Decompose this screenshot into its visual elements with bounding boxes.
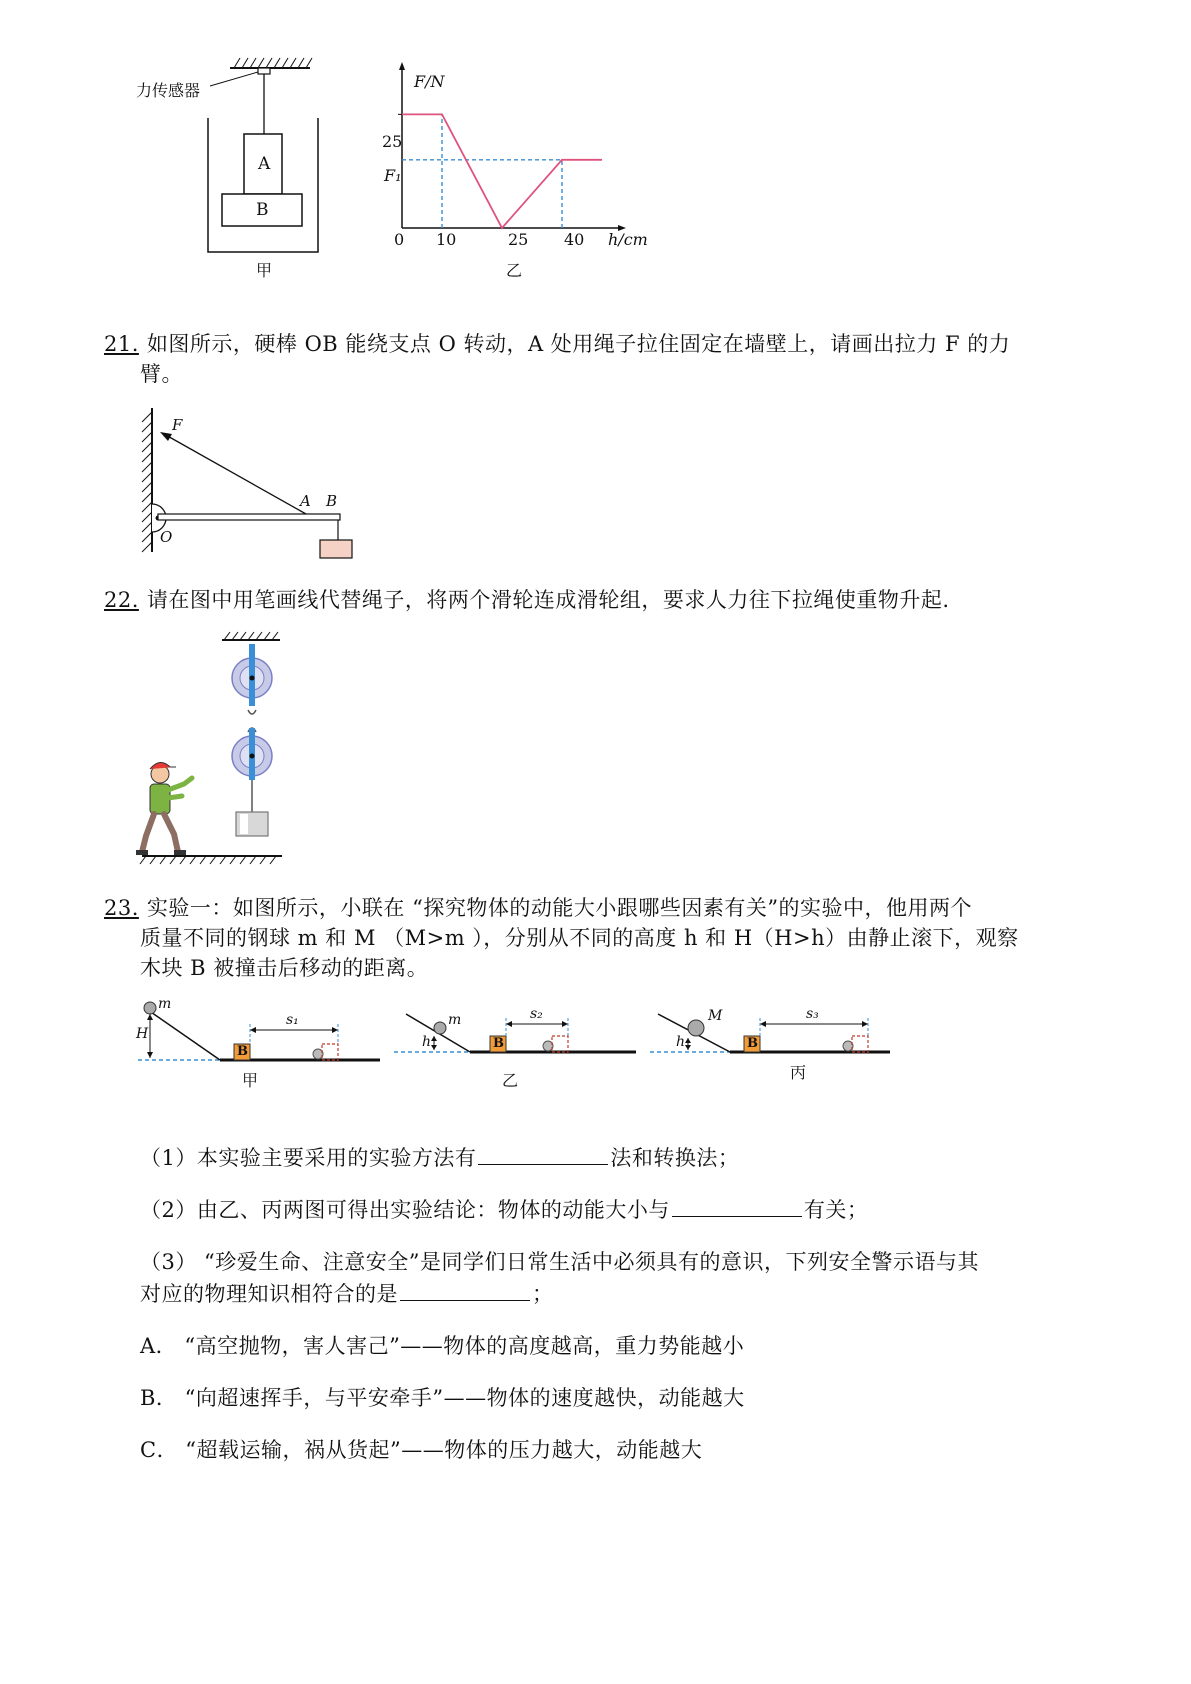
q23-sub3-text-b: ； (532, 1282, 554, 1306)
q23-sub2-text-b: 有关； (803, 1198, 869, 1222)
ramp-jia-height-label: H (136, 1026, 149, 1042)
pulley-figure (130, 628, 300, 868)
q23-line3: 木块 B 被撞击后移动的距离。 (140, 956, 429, 980)
chart-x-unit: h/cm (608, 230, 648, 249)
q23-sub3-line2 (140, 1278, 554, 1310)
ramp-bing-distance-label: s₃ (806, 1006, 819, 1022)
caption-yi: 乙 (506, 261, 523, 280)
lever-label-b: B (326, 492, 338, 510)
pulley-drawing (130, 628, 300, 868)
q23-number: 23. (104, 896, 139, 920)
q23-option-b[interactable]: B． “向超速挥手，与平安牵手”——物体的速度越快，动能越大 (140, 1386, 745, 1410)
chart-y-tick-f1: F₁ (384, 166, 402, 185)
lever-figure (130, 402, 370, 572)
q21-number: 21. (104, 332, 139, 356)
lever-label-f: F (172, 416, 183, 434)
chart-y-tick-25: 25 (382, 132, 403, 151)
ramp-jia-distance-label: s₁ (286, 1012, 299, 1028)
ramp-yi-distance-label: s₂ (530, 1006, 543, 1022)
q23-sub2 (140, 1194, 868, 1226)
q23-sub2-text-a: （2）由乙、丙两图可得出实验结论：物体的动能大小与 (140, 1198, 670, 1222)
ramp-jia-ball-label: m (158, 996, 172, 1012)
ramp-yi-block-label: B (493, 1036, 504, 1051)
ramp-experiment-figure (130, 996, 900, 1096)
q23-sub1 (140, 1142, 739, 1174)
chart-x-tick-0: 0 (394, 230, 405, 249)
chart-x-tick-25: 25 (508, 230, 529, 249)
q21-text-1: 如图所示，硬棒 OB 能绕支点 O 转动，A 处用绳子拉住固定在墙壁上，请画出拉力 F 的力 (146, 332, 1011, 356)
q23-line1 (104, 892, 972, 924)
q22-number: 22. (104, 588, 139, 612)
ramp-bing-block-label: B (747, 1036, 758, 1051)
person-figure (136, 762, 192, 855)
block-a-label: A (258, 154, 271, 174)
ramp-yi-ball-label: m (448, 1012, 462, 1028)
q23-sub2-blank[interactable] (672, 1194, 802, 1217)
ramp-bing-ball-label: M (708, 1008, 723, 1024)
ramp-yi-caption: 乙 (502, 1071, 519, 1090)
ramp-panel-jia (138, 1002, 380, 1060)
q23-sub1-text-a: （1）本实验主要采用的实验方法有 (140, 1146, 477, 1170)
q23-sub1-blank[interactable] (478, 1142, 608, 1165)
q23-sub3-text-a: 对应的物理知识相符合的是 (140, 1282, 398, 1306)
q23-text-1: 实验一：如图所示，小联在 “探究物体的动能大小跟哪些因素有关”的实验中，他用两个 (146, 896, 973, 920)
caption-jia: 甲 (256, 261, 273, 280)
lever-label-o: O (160, 528, 173, 546)
q23-line2: 质量不同的钢球 m 和 M （M>m ），分别从不同的高度 h 和 H（H>h）由静止滚下，观察 (140, 926, 1019, 950)
figure-sensor-apparatus (130, 40, 360, 290)
q22-line1 (104, 584, 950, 616)
q21-line2: 臂。 (140, 362, 183, 386)
chart-y-unit: F/N (414, 72, 445, 91)
chart-series-line (402, 114, 602, 228)
q23-option-c[interactable]: C． “超载运输，祸从货起”——物体的压力越大，动能越大 (140, 1438, 703, 1462)
ramp-bing-height-label: h (676, 1034, 686, 1050)
q23-option-a[interactable]: A． “高空抛物，害人害己”——物体的高度越高，重力势能越小 (140, 1334, 745, 1358)
ramp-bing-caption: 丙 (790, 1063, 807, 1082)
block-b-label: B (256, 200, 269, 220)
ramp-jia-block-label: B (237, 1044, 248, 1059)
q21-line1 (104, 328, 1010, 360)
q23-sub1-text-b: 法和转换法； (610, 1146, 740, 1170)
chart-x-tick-40: 40 (564, 230, 585, 249)
chart-x-tick-10: 10 (436, 230, 457, 249)
q22-text-1: 请在图中用笔画线代替绳子，将两个滑轮连成滑轮组，要求人力往下拉绳使重物升起. (146, 588, 950, 612)
ramp-yi-height-label: h (422, 1034, 432, 1050)
force-height-chart (378, 60, 658, 300)
force-sensor-label: 力传感器 (136, 81, 201, 100)
lever-drawing (130, 402, 370, 572)
ramp-jia-caption: 甲 (242, 1071, 259, 1090)
lever-label-a: A (300, 492, 311, 510)
ramp-panel-bing (650, 1014, 890, 1052)
q23-sub3-line1: （3） “珍爱生命、注意安全”是同学们日常生活中必须具有的意识，下列安全警示语与其 (140, 1250, 980, 1274)
q23-sub3-blank[interactable] (400, 1278, 530, 1301)
chart-y-axis-arrow (399, 62, 405, 70)
